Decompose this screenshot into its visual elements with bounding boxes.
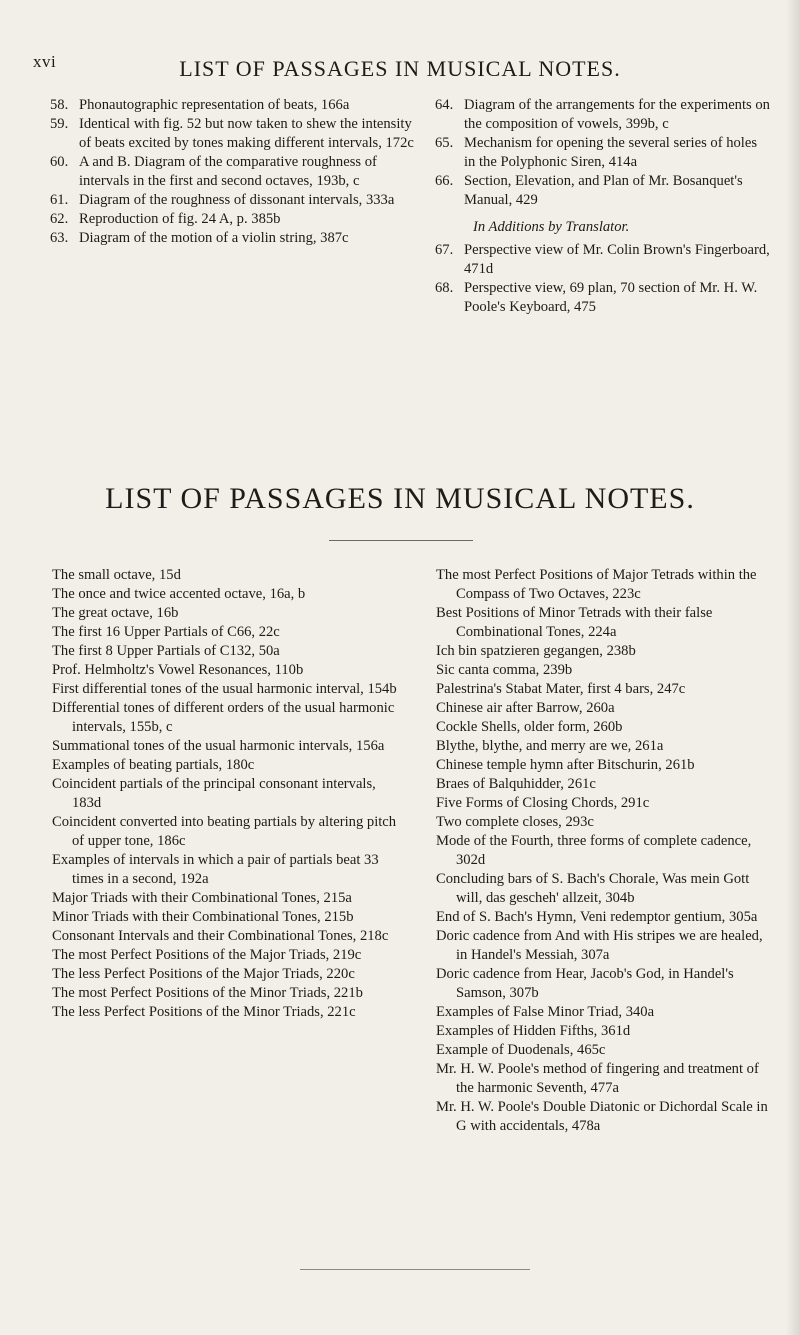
figure-number: 62.: [50, 211, 69, 227]
passage-entry: Blythe, blythe, and merry are we, 261a: [436, 738, 664, 754]
page-number: xvi: [33, 52, 57, 71]
passage-entry: Ich bin spatzieren gegangen, 238b: [436, 643, 636, 659]
figure-number: 65.: [435, 135, 454, 151]
figure-item: [50, 115, 422, 153]
figure-item: [435, 172, 770, 210]
figure-caption: Section, Elevation, and Plan of Mr. Bosanquet's Manual, 429: [464, 173, 743, 208]
figure-caption: Reproduction of fig. 24 A, p. 385b: [79, 211, 281, 227]
passage-entry: Best Positions of Minor Tetrads with their false Combinational Tones, 224a: [436, 605, 713, 640]
figure-list-right: [435, 96, 770, 317]
passage-entry: The great octave, 16b: [52, 605, 179, 621]
figure-caption: Perspective view of Mr. Colin Brown's Fingerboard, 471d: [464, 242, 770, 277]
figure-number: 63.: [50, 230, 69, 246]
passage-entry: Chinese air after Barrow, 260a: [436, 700, 615, 716]
passage-entry: Consonant Intervals and their Combinational Tones, 218c: [52, 928, 389, 944]
passage-entry: Examples of Hidden Fifths, 361d: [436, 1023, 631, 1039]
passage-list-right: [436, 566, 776, 1136]
figure-item: [50, 210, 422, 229]
passage-entry: First differential tones of the usual harmonic interval, 154b: [52, 681, 397, 697]
figure-caption: Diagram of the motion of a violin string, 387c: [79, 230, 349, 246]
running-head: LIST OF PASSAGES IN MUSICAL NOTES.: [179, 56, 621, 81]
passage-list-left: [52, 566, 406, 1022]
figure-item: [50, 96, 422, 115]
passage-entry: Palestrina's Stabat Mater, first 4 bars, 247c: [436, 681, 686, 697]
section-rule: [329, 540, 473, 541]
figure-caption: Identical with fig. 52 but now taken to shew the intensity of beats excited by tones making different intervals, 172c: [79, 116, 414, 151]
passage-entry: Sic canta comma, 239b: [436, 662, 573, 678]
figure-item: [435, 279, 770, 317]
figure-item: [435, 96, 770, 134]
passage-entry: The most Perfect Positions of the Major Triads, 219c: [52, 947, 362, 963]
passage-entry: Coincident converted into beating partials by altering pitch of upper tone, 186c: [52, 814, 397, 849]
passage-entry: Examples of intervals in which a pair of partials beat 33 times in a second, 192a: [52, 852, 379, 887]
figure-number: 60.: [50, 154, 69, 170]
passage-entry: Example of Duodenals, 465c: [436, 1042, 606, 1058]
figure-caption: A and B. Diagram of the comparative roughness of intervals in the first and second octaves, 193b, c: [79, 154, 377, 189]
passage-entry: End of S. Bach's Hymn, Veni redemptor gentium, 305a: [436, 909, 758, 925]
figure-item: [50, 153, 422, 191]
figure-number: 58.: [50, 97, 69, 113]
passage-entry: Mr. H. W. Poole's method of fingering and treatment of the harmonic Seventh, 477a: [436, 1061, 759, 1096]
passage-entry: Summational tones of the usual harmonic intervals, 156a: [52, 738, 385, 754]
passage-entry: The small octave, 15d: [52, 567, 181, 583]
passage-entry: Differential tones of different orders of the usual harmonic intervals, 155b, c: [52, 700, 395, 735]
passage-entry: Doric cadence from And with His stripes we are healed, in Handel's Messiah, 307a: [436, 928, 763, 963]
passage-entry: Major Triads with their Combinational Tones, 215a: [52, 890, 352, 906]
page-edge-shadow: [786, 0, 800, 1335]
passage-entry: Mode of the Fourth, three forms of complete cadence, 302d: [436, 833, 752, 868]
figure-number: 61.: [50, 192, 69, 208]
passage-entry: Braes of Balquhidder, 261c: [436, 776, 596, 792]
passage-entry: Mr. H. W. Poole's Double Diatonic or Dichordal Scale in G with accidentals, 478a: [436, 1099, 768, 1134]
figure-item: [50, 229, 422, 248]
passage-entry: Examples of beating partials, 180c: [52, 757, 255, 773]
passage-entry: The most Perfect Positions of the Minor Triads, 221b: [52, 985, 363, 1001]
figure-number: 64.: [435, 97, 454, 113]
passage-entry: Doric cadence from Hear, Jacob's God, in Handel's Samson, 307b: [436, 966, 734, 1001]
passage-entry: The less Perfect Positions of the Major Triads, 220c: [52, 966, 355, 982]
translator-heading: In Additions by Translator.: [473, 219, 630, 235]
figure-caption: Diagram of the arrangements for the experiments on the composition of vowels, 399b, c: [464, 97, 770, 132]
figure-item: [435, 241, 770, 279]
passage-entry: Concluding bars of S. Bach's Chorale, Was mein Gott will, das gescheh' allzeit, 304b: [436, 871, 750, 906]
passage-entry: Coincident partials of the principal consonant intervals, 183d: [52, 776, 376, 811]
figure-number: 66.: [435, 173, 454, 189]
figure-caption: Perspective view, 69 plan, 70 section of Mr. H. W. Poole's Keyboard, 475: [464, 280, 758, 315]
figure-number: 59.: [50, 116, 69, 132]
section-title: LIST OF PASSAGES IN MUSICAL NOTES.: [105, 482, 695, 515]
passage-entry: Chinese temple hymn after Bitschurin, 261b: [436, 757, 695, 773]
figure-number: 67.: [435, 242, 454, 258]
passage-entry: Prof. Helmholtz's Vowel Resonances, 110b: [52, 662, 304, 678]
passage-entry: Cockle Shells, older form, 260b: [436, 719, 623, 735]
figure-caption: Diagram of the roughness of dissonant intervals, 333a: [79, 192, 395, 208]
passage-entry: Two complete closes, 293c: [436, 814, 594, 830]
figure-list-left: [50, 96, 422, 248]
figure-caption: Phonautographic representation of beats, 166a: [79, 97, 350, 113]
passage-entry: The first 16 Upper Partials of C66, 22c: [52, 624, 280, 640]
figure-item: [435, 134, 770, 172]
passage-entry: The first 8 Upper Partials of C132, 50a: [52, 643, 280, 659]
passage-entry: Examples of False Minor Triad, 340a: [436, 1004, 655, 1020]
passage-entry: The less Perfect Positions of the Minor Triads, 221c: [52, 1004, 356, 1020]
figure-number: 68.: [435, 280, 454, 296]
figure-item: [50, 191, 422, 210]
figure-caption: Mechanism for opening the several series of holes in the Polyphonic Siren, 414a: [464, 135, 758, 170]
passage-entry: The once and twice accented octave, 16a, b: [52, 586, 306, 602]
passage-entry: Minor Triads with their Combinational Tones, 215b: [52, 909, 354, 925]
passage-entry: Five Forms of Closing Chords, 291c: [436, 795, 650, 811]
bottom-rule: [300, 1269, 530, 1270]
passage-entry: The most Perfect Positions of Major Tetrads within the Compass of Two Octaves, 223c: [436, 567, 757, 602]
